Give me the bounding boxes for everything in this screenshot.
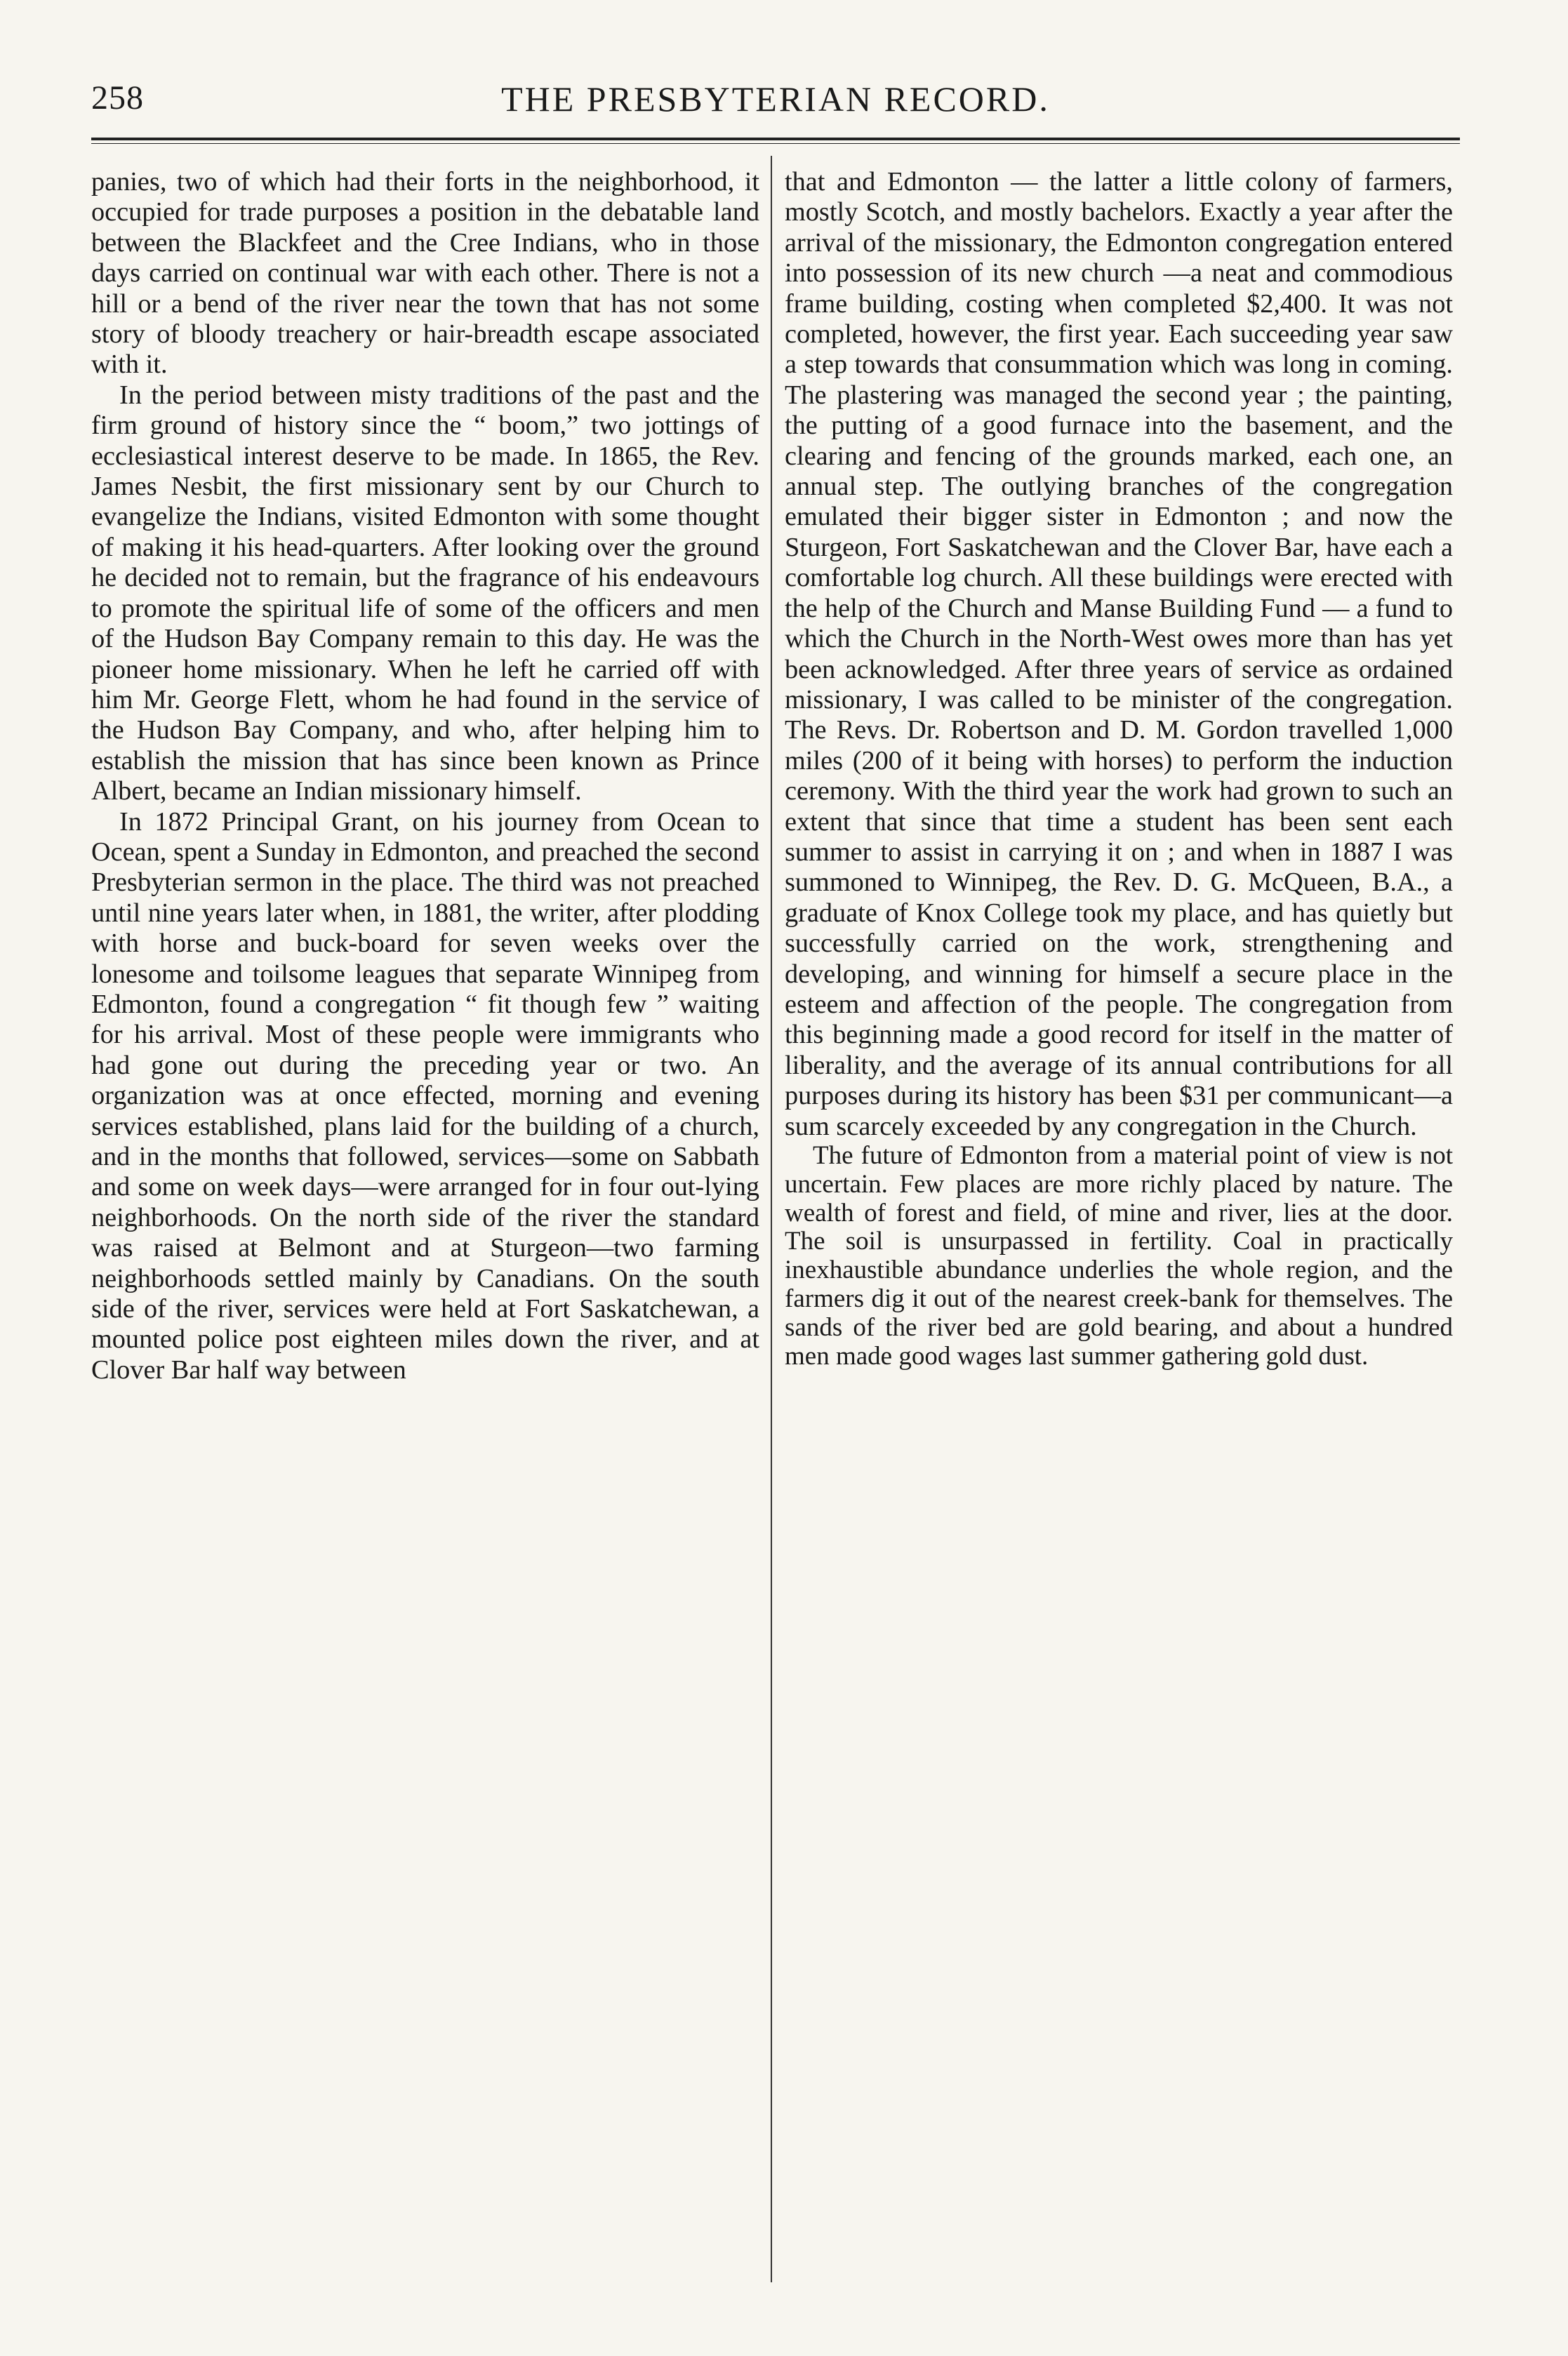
page-number: 258: [91, 79, 144, 117]
header-rule: [91, 138, 1460, 144]
paragraph: that and Edmonton — the latter a little colony of farmers, mostly Scotch, and mostly bachelors. Exactly a year after the arrival of the missionary, the Edmonton congregation entered into possession of its new church —a neat and commodious frame building, costing when completed $2,400. It was not completed, however, the first year. Each succeeding year saw a step towards that consummation which was long in coming. The plastering was managed the second year ; the painting, the putting of a good furnace into the basement, and the clearing and fencing of the grounds marked, each one, an annual step. The outlying branches of the congregation emulated their bigger sister in Edmonton ; and now the Sturgeon, Fort Saskatchewan and the Clover Bar, have each a comfortable log church. All these buildings were erected with the help of the Church and Manse Building Fund — a fund to which the Church in the North-West owes more than has yet been acknowledged. After three years of service as ordained missionary, I was called to be minister of the congregation. The Revs. Dr. Robertson and D. M. Gordon travelled 1,000 miles (200 of it being with horses) to perform the induction ceremony. With the third year the work had grown to such an extent that since that time a student has been sent each summer to assist in carrying it on ; and when in 1887 I was summoned to Winnipeg, the Rev. D. G. McQueen, B.A., a graduate of Knox College took my place, and has quietly but successfully carried on the work, strengthening and developing, and winning for himself a secure place in the esteem and affection of the people. The congregation from this beginning made a good record for itself in the matter of liberality, and the average of its annual contributions for all purposes during its history has been $31 per communicant—a sum scarcely exceeded by any congregation in the Church.: [785, 167, 1453, 1141]
page-header: [91, 69, 1460, 132]
paragraph: In the period between misty traditions of the past and the firm ground of history since the “ boom,” two jottings of ecclesiastical interest deserve to be made. In 1865, the Rev. James Nesbit, the first missionary sent by our Church to evangelize the Indians, visited Edmonton with some thought of making it his head-quarters. After looking over the ground he decided not to remain, but the fragrance of his endeavours to promote the spiritual life of some of the officers and men of the Hudson Bay Company remain to this day. He was the pioneer home missionary. When he left he carried off with him Mr. George Flett, whom he had found in the service of the Hudson Bay Company, and who, after helping him to establish the mission that has since been known as Prince Albert, became an Indian missionary himself.: [91, 380, 759, 806]
running-title: THE PRESBYTERIAN RECORD.: [501, 79, 1050, 119]
paragraph: In 1872 Principal Grant, on his journey from Ocean to Ocean, spent a Sunday in Edmonton, and preached the second Presbyterian sermon in the place. The third was not preached until nine years later when, in 1881, the writer, after plodding with horse and buck-board for seven weeks over the lonesome and toilsome leagues that separate Winnipeg from Edmonton, found a congregation “ fit though few ” waiting for his arrival. Most of these people were immigrants who had gone out during the preceding year or two. An organization was at once effected, morning and evening services established, plans laid for the building of a church, and in the months that followed, services—some on Sabbath and some on week days—were arranged for in four out-lying neighborhoods. On the north side of the river the standard was raised at Belmont and at Sturgeon—two farming neighborhoods settled mainly by Canadians. On the south side of the river, services were held at Fort Saskatchewan, a mounted police post eighteen miles down the river, and at Clover Bar half way between: [91, 806, 759, 1385]
paragraph: The future of Edmonton from a material point of view is not uncertain. Few places are more richly placed by nature. The wealth of forest and field, of mine and river, lies at the door. The soil is unsurpassed in fertility. Coal in practically inexhaustible abundance underlies the whole region, and the farmers dig it out of the nearest creek-bank for themselves. The sands of the river bed are gold bearing, and about a hundred men made good wages last summer gathering gold dust.: [785, 1141, 1453, 1371]
column-divider: [771, 156, 772, 2282]
right-column: [785, 167, 1453, 2287]
left-column: [91, 167, 759, 2287]
paragraph: panies, two of which had their forts in the neighborhood, it occupied for trade purposes a position in the debatable land between the Blackfeet and the Cree Indians, who in those days carried on continual war with each other. There is not a hill or a bend of the river near the town that has not some story of bloody treachery or hair-breadth escape associated with it.: [91, 167, 759, 380]
